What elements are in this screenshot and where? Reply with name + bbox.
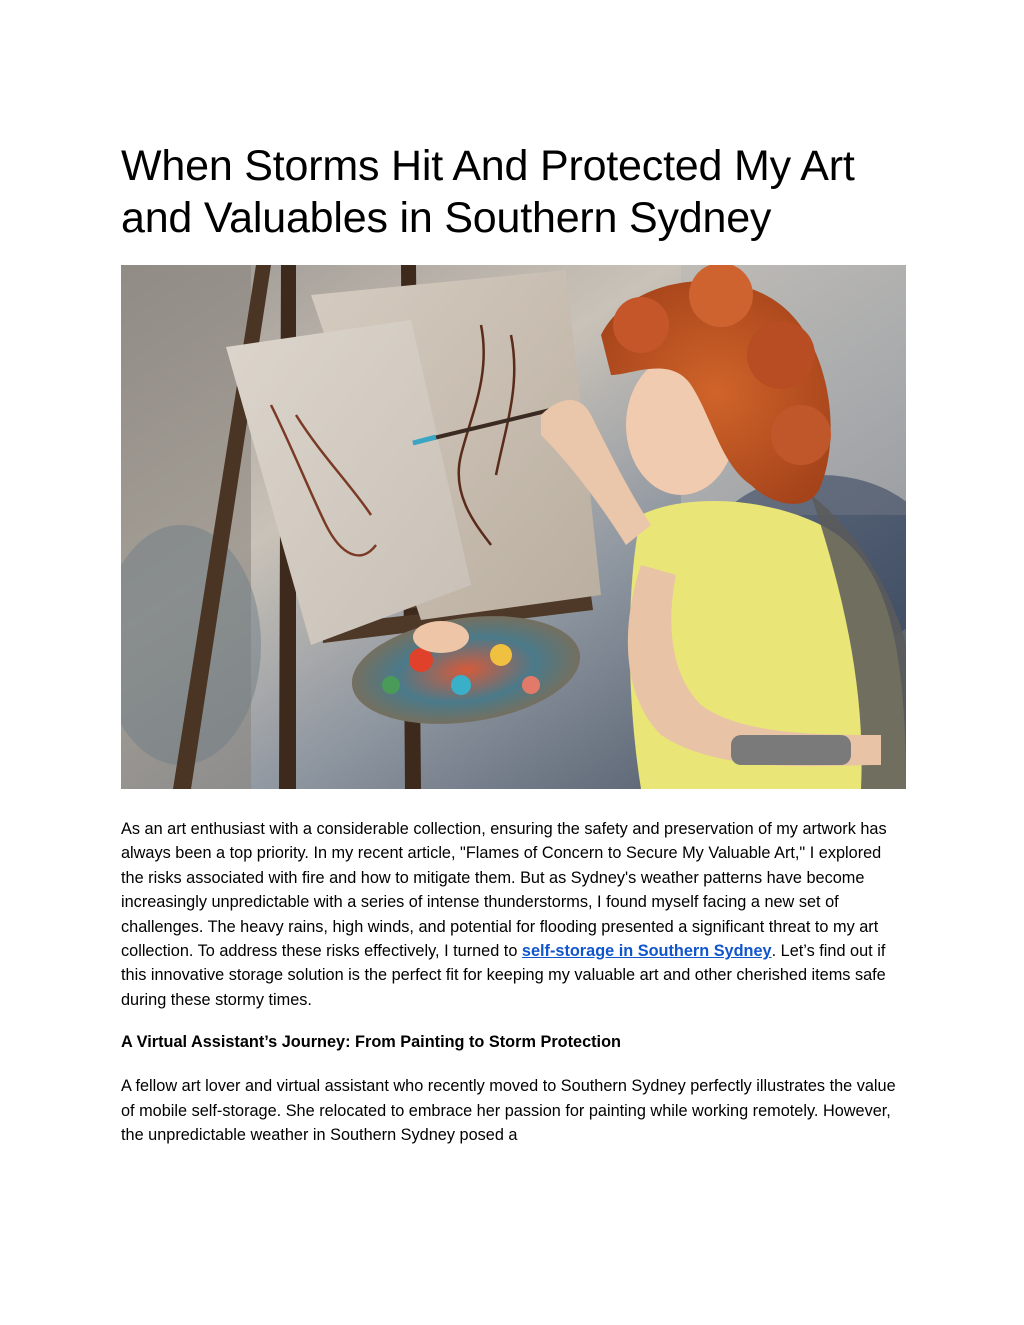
intro-text-before-link: As an art enthusiast with a considerable collection, ensuring the safety and preservation of my artwork has always been a top priority. In my recent article, "Flames of Concern to Secure My Valuable Art," I explored the risks associated with fire and how to mitigate them. But as Sydney's weather patterns have become increasingly unpredictable with a series of intense thunderstorms, I found myself facing a new set of challenges. The heavy rains, high winds, and potential for flooding presented a significant threat to my art collection. To address these risks effectively, I turned to [121,820,887,961]
article-title: When Storms Hit And Protected My Art and Valuables in Southern Sydney [121,142,855,242]
section-paragraph: A fellow art lover and virtual assistant who recently moved to Southern Sydney perfectly illustrates the value of mobile self-storage. She relocated to embrace her passion for painting while working remotely. However, the unpredictable weather in Southern Sydney posed a [121,1077,896,1145]
intro-text-after-link: . Let’s find out if this innovative storage solution is the perfect fit for keeping my valuable art and other cherished items safe during these stormy times. [121,942,886,1009]
self-storage-link[interactable]: self-storage in Southern Sydney [521,942,772,961]
section-heading: A Virtual Assistant’s Journey: From Painting to Storm Protection [121,1033,621,1052]
intro-paragraph [121,817,907,1012]
document-page [121,140,907,1147]
hero-image-artist-painting [121,265,906,789]
